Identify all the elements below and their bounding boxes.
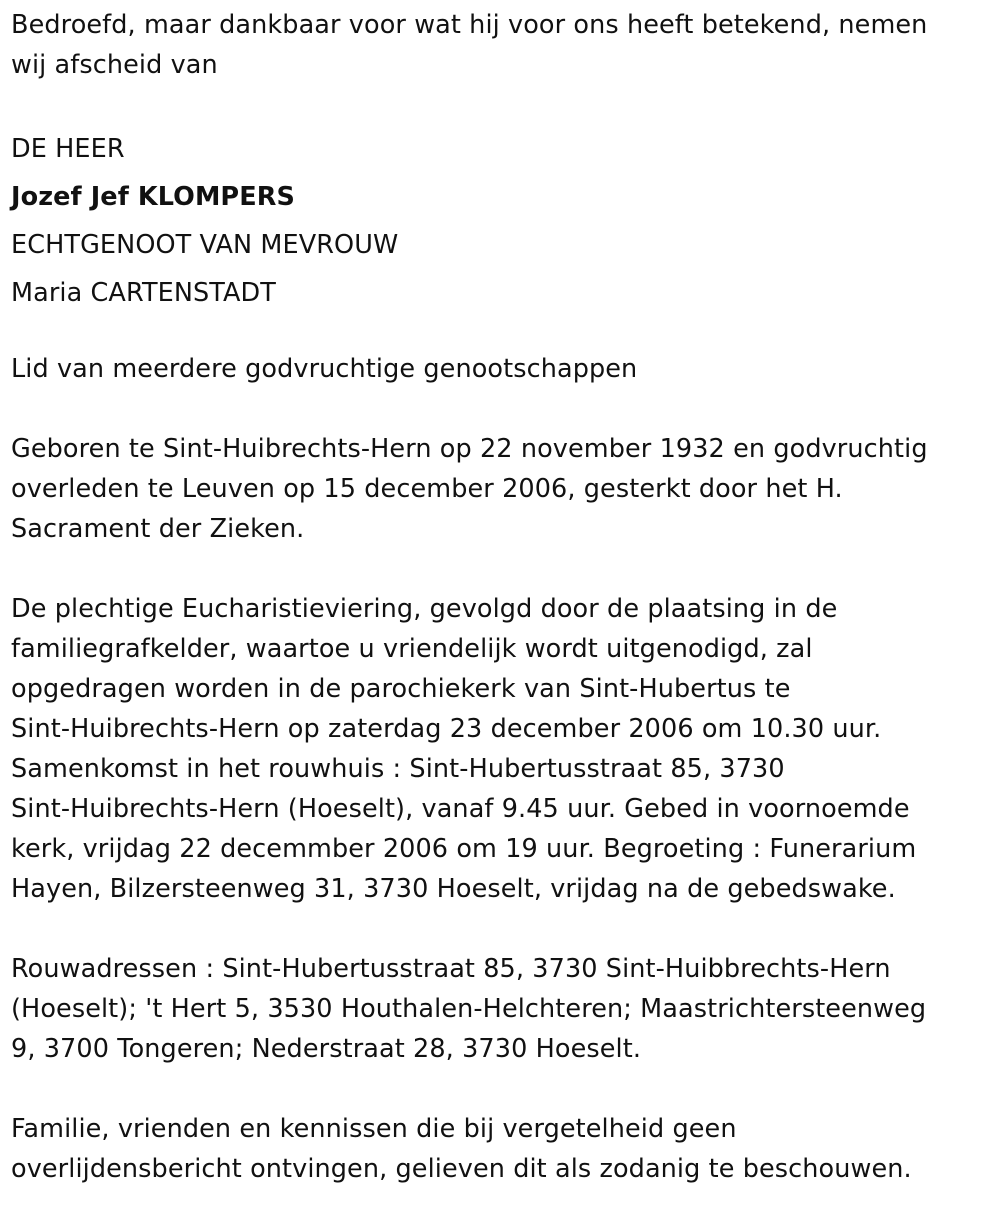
ceremony-paragraph: De plechtige Eucharistieviering, gevolgd door de plaatsing in de familiegrafkelder, waartoe u vriendelijk wordt uitgenodigd, zal opgedragen worden in de parochiekerk van Sint-Hubertus te Sint-Huibrechts-Hern op zaterdag 23 december 2006 om 10.30 uur. Samenkomst in het rouwhuis : Sint-Hubertusstraat 85, 3730 Sint-Huibrechts-Hern (Hoeselt), vanaf 9.45 uur. Gebed in voornoemde kerk, vrijdag 22 decemmber 2006 om 19 uur. Begroeting : Funerarium Hayen, Bilzersteenweg 31, 3730 Hoeselt, vrijdag na de gebedswake. [11,594,917,904]
obituary-document [11,5,986,1189]
birth-death-paragraph: Geboren te Sint-Huibrechts-Hern op 22 november 1932 en godvruchtig overleden te Leuven op 15 december 2006, gesterkt door het H. Sacrament der Zieken. [11,434,928,544]
spacer [11,85,986,125]
intro-paragraph: Bedroefd, maar dankbaar voor wat hij voor ons heeft betekend, nemen wij afscheid van [11,10,928,80]
spouse-name: Maria CARTENSTADT [11,278,276,308]
closing-paragraph: Familie, vrienden en kennissen die bij vergetelheid geen overlijdensbericht ontvingen, gelieven dit als zodanig te beschouwen. [11,1114,912,1184]
title-line: DE HEER [11,134,125,164]
membership-paragraph: Lid van meerdere godvruchtige genootschappen [11,354,638,384]
spouse-line: ECHTGENOOT VAN MEVROUW [11,230,399,260]
deceased-name: Jozef Jef KLOMPERS [11,182,295,212]
spacer [11,1069,986,1109]
spacer [11,389,986,429]
addresses-paragraph: Rouwadressen : Sint-Hubertusstraat 85, 3730 Sint-Huibbrechts-Hern (Hoeselt); 't Hert 5, 3530 Houthalen-Helchteren; Maastrichtersteenweg 9, 3700 Tongeren; Nederstraat 28, 3730 Hoeselt. [11,954,927,1064]
spacer [11,909,986,949]
spacer [11,317,986,349]
spacer [11,549,986,589]
